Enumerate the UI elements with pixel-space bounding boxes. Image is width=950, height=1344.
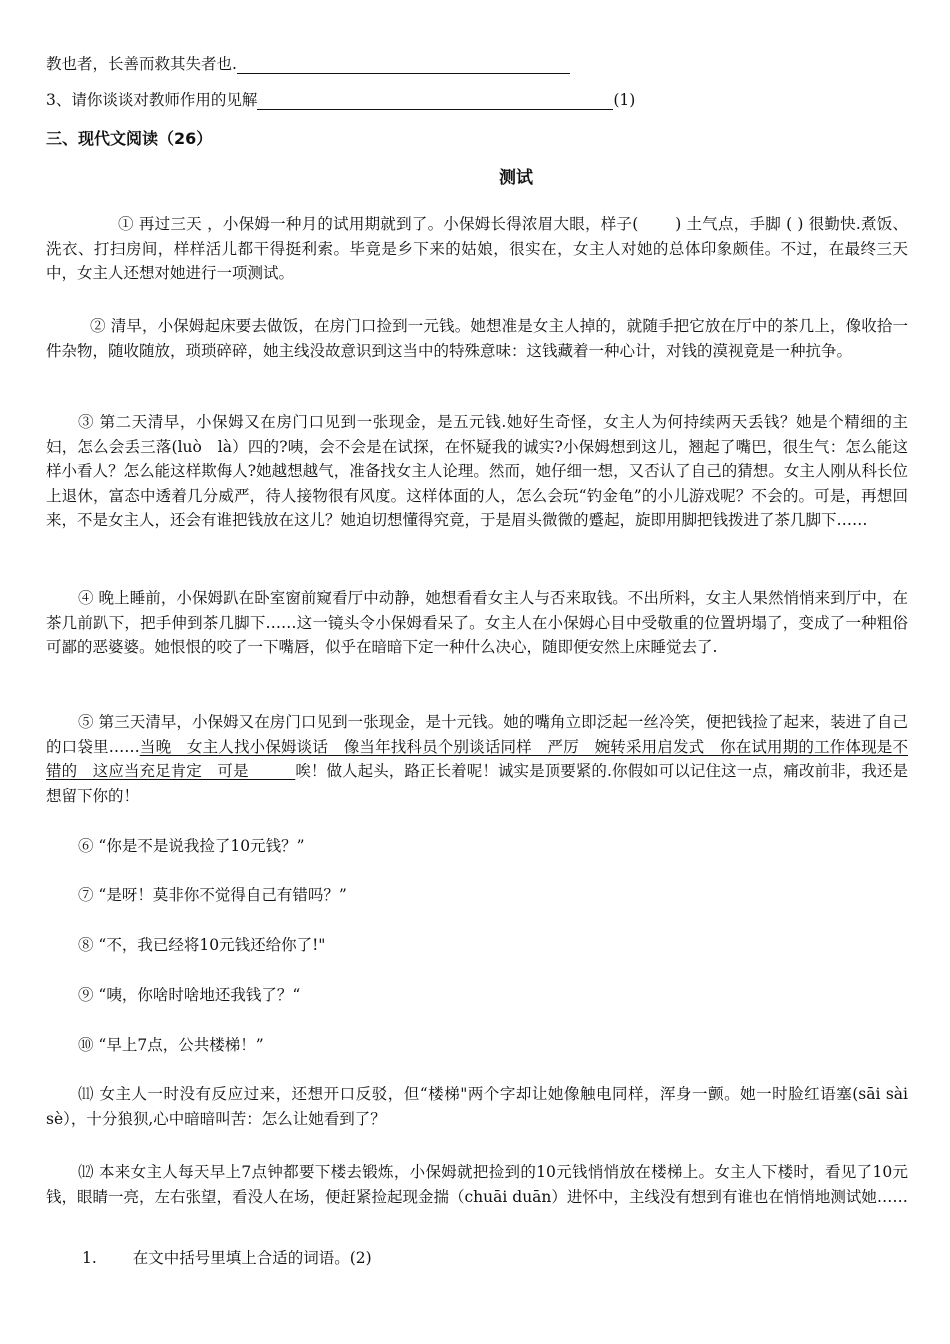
article-title: 测试 (499, 168, 533, 188)
paragraph-4: ④ 晚上睡前，小保姆趴在卧室窗前窥看厅中动静，她想看看女主人与否来取钱。不出所料，女主人果然悄悄来到厅中，在茶几前趴下，把手伸到茶几脚下……这一镜头令小保姆看呆了。女主人在小保姆心目中受敬重的位置坍塌了，变成了一种粗俗可鄙的恶婆婆。她恨恨的咬了一下嘴唇，似乎在暗暗下定一种什么决心，随即便安然上床睡觉去了. (46, 589, 908, 656)
paragraph-2: ② 清早，小保姆起床要去做饭，在房门口捡到一元钱。她想准是女主人掉的，就随手把它放在厅中的茶几上，像收拾一件杂物，随收随放，琐琐碎碎，她主线没故意识到这当中的特殊意味：这钱藏着一种心计，对钱的漠视竟是一种抗争。 (46, 317, 908, 360)
underlined-passage: 当晚 女主人找小保姆谈话 像当年找科员个别谈话同样 严厉 婉转采用启发式 你在试用期的工作体现是不错的 这应当充足肯定 可是 (46, 737, 908, 780)
paragraph-9: ⑨ “咦，你啥时啥地还我钱了？“ (78, 986, 301, 1004)
line-question-3: 3、请你谈谈对教师作用的见解 (1) (46, 91, 636, 109)
question-1: 1. 在文中括号里填上合适的词语。(2) (82, 1249, 372, 1267)
section-heading: 三、现代文阅读（26） (46, 129, 213, 148)
paragraph-5: ⑤ 第三天清早，小保姆又在房门口见到一张现金，是十元钱。她的嘴角立即泛起一丝冷笑，便把钱捡了起来，装进了自己的口袋里……当晚 女主人找小保姆谈话 像当年找科员个别谈话同样 严厉 婉转采用启发式 你在试用期的工作体现是不错的 这应当充足肯定 可是 唉！做人起头，路正长着呢！诚实是顶要紧的.你假如可以记住这一点，痛改前非，我还是想留下你的！ (46, 713, 908, 805)
answer-blank[interactable] (257, 93, 613, 110)
paragraph-6: ⑥ “你是不是说我捡了10元钱？” (78, 837, 305, 855)
paragraph-8: ⑧ “不，我已经将10元钱还给你了!" (78, 936, 326, 954)
paragraph-12: ⑿ 本来女主人每天早上7点钟都要下楼去锻炼，小保姆就把捡到的10元钱悄悄放在楼梯上。女主人下楼时，看见了10元钱，眼睛一亮，左右张望，看没人在场，便赶紧捡起现金揣（chuāi duān）进怀中，主线没有想到有谁也在悄悄地测试她…… (46, 1163, 908, 1206)
paragraph-7: ⑦ “是呀！莫非你不觉得自己有错吗？” (78, 886, 347, 904)
paragraph-3: ③ 第二天清早，小保姆又在房门口见到一张现金，是五元钱.她好生奇怪，女主人为何持续两天丢钱？她是个精细的主妇，怎么会丢三落(luò là）四的?咦，会不会是在试探，在怀疑我的诚实?小保姆想到这儿，翘起了嘴巴，很生气：怎么能这样小看人？怎么能这样欺侮人?她越想越气，准备找女主人论理。然而，她仔细一想，又否认了自己的猜想。女主人刚从科长位上退休，富态中透着几分威严，待人接物很有风度。这样体面的人，怎么会玩“钓金龟”的小儿游戏呢？不会的。可是，再想回来，不是女主人，还会有谁把钱放在这儿？她迫切想懂得究竟，于是眉头微微的蹙起，旋即用脚把钱拨进了茶几脚下…… (46, 413, 908, 529)
line-quote: 教也者，长善而救其失者也. (46, 54, 570, 74)
paragraph-11: ⑾ 女主人一时没有反应过来，还想开口反驳，但“楼梯"两个字却让她像触电同样，浑身一颤。她一时脸红语塞(sāi sài sè），十分狼狈,心中暗暗叫苦：怎么让她看到了？ (46, 1085, 908, 1128)
answer-blank[interactable] (237, 57, 570, 74)
paragraph-1: ① 再过三天 ，小保姆一种月的试用期就到了。小保姆长得浓眉大眼，样子( ) 土气点，手脚 ( ) 很勤快.煮饭、洗衣、打扫房间，样样活儿都干得挺利索。毕竟是乡下来的姑娘，很实在，女主人对她的总体印象颇佳。不过，在最终三天中，女主人还想对她进行一项测试。 (46, 215, 908, 282)
paragraph-10: ⑩ “早上7点，公共楼梯！” (78, 1036, 264, 1054)
